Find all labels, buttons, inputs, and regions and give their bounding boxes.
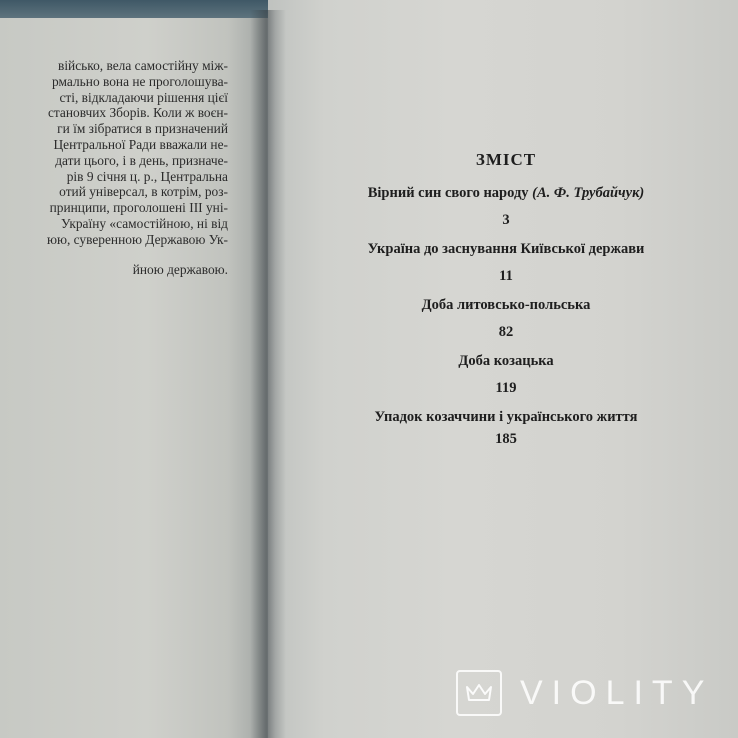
text-line: юю, суверенною Державою Ук- (46, 231, 228, 247)
text-line: Україну «самостійною, ні від (61, 215, 228, 231)
toc-entry-title (296, 184, 716, 202)
toc-entry-title: Упадок козаччини і українського життя (374, 409, 638, 425)
toc-entry-page: 11 (499, 268, 513, 284)
toc-entry-title-text: Вірний син свого народу (367, 185, 529, 201)
text-line: ги їм зібратися в призначений (57, 121, 228, 137)
text-line: становчих Зборів. Коли ж воєн- (47, 105, 228, 121)
text-line: рів 9 січня ц. р., Центральна (66, 168, 228, 184)
text-line: принципи, проголошені III уні- (49, 200, 228, 216)
table-of-contents (296, 150, 716, 459)
toc-entry-title: Україна до заснування Київської держави (367, 241, 645, 257)
toc-entry-page: 119 (495, 380, 517, 396)
toc-entry-title: Доба козацька (458, 353, 554, 369)
text-line: йною державою. (132, 261, 228, 277)
toc-entry-author: (А. Ф. Трубайчук) (532, 185, 645, 201)
toc-entry-page: 3 (502, 212, 510, 228)
toc-entry-title: Доба литовсько-польська (421, 297, 591, 313)
text-line: сті, відкладаючи рішення цієї (59, 89, 228, 105)
toc-entry-page: 82 (498, 324, 514, 340)
text-line: Центральної Ради вважали не- (53, 136, 228, 152)
book-gutter (250, 10, 286, 738)
watermark (456, 666, 726, 720)
toc-title: ЗМІСТ (475, 150, 537, 169)
watermark-text: VIOLITY (520, 673, 714, 712)
text-line: рмально вона не проголошува- (52, 73, 228, 89)
crown-icon (456, 670, 502, 716)
left-page (0, 18, 268, 738)
text-line: військо, вела самостійну між- (58, 58, 228, 73)
text-line: отий універсал, в котрім, роз- (59, 184, 228, 200)
text-line: дати цього, і в день, призначе- (55, 152, 228, 168)
toc-entry-page: 185 (495, 431, 517, 447)
left-page-text (0, 58, 228, 277)
